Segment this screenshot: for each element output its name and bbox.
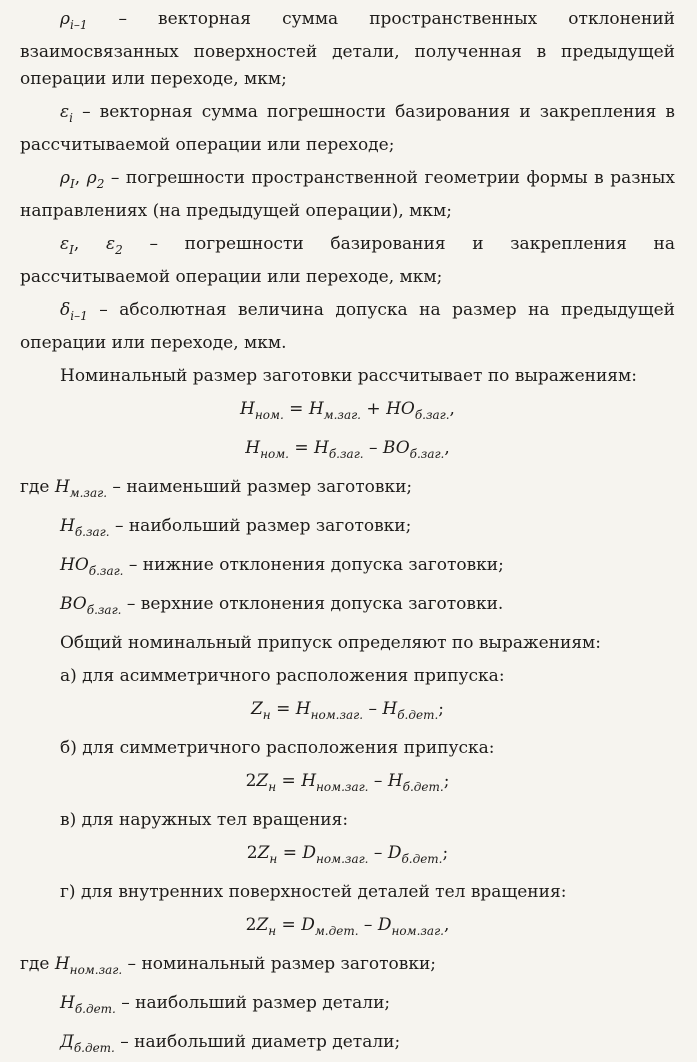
definition-item — [20, 99, 675, 159]
math-subscript: i — [69, 111, 73, 125]
math-subscript: ном.заг. — [310, 708, 364, 722]
math-subscript: н — [268, 780, 277, 794]
math-symbol: H — [295, 699, 311, 719]
where-prefix: где — [20, 954, 55, 974]
math-operator: = — [277, 843, 303, 863]
math-subscript: б.дет. — [397, 708, 439, 722]
math-subscript: 2 — [96, 177, 105, 191]
math-symbol: δ — [60, 300, 71, 320]
allowance-cases — [20, 663, 675, 945]
math-symbol: HO — [386, 399, 415, 419]
math-symbol: H — [301, 771, 317, 791]
math-subscript: б.заг. — [328, 447, 364, 461]
math-subscript: ном.заг. — [316, 780, 369, 794]
math-subscript: I — [69, 243, 74, 257]
definition-text: – векторная сумма пространственных отклонений взаимосвязанных поверхностей детали, полученная в предыдущей операции или переходе, мкм; — [20, 9, 675, 89]
where-item — [20, 513, 675, 546]
math-operator: – — [363, 438, 383, 458]
definition-item — [20, 297, 675, 357]
definition-text: – погрешности базирования и закрепления на рассчитываемой операции или переходе, мкм; — [20, 234, 675, 287]
math-symbol: H — [54, 954, 70, 974]
math-coefficient: 2 — [245, 915, 257, 935]
math-subscript: ном.заг. — [69, 963, 123, 977]
math-operator: – — [363, 699, 383, 719]
math-symbol: ρ — [60, 9, 70, 29]
math-symbol: D — [387, 843, 402, 863]
math-subscript: б.дет. — [401, 852, 443, 866]
math-symbol: ρ — [60, 168, 70, 188]
total-intro: Общий номинальный припуск определяют по выражениям: — [60, 633, 601, 653]
math-subscript: б.дет. — [402, 780, 444, 794]
math-subscript: м.заг. — [323, 408, 361, 422]
math-subscript: м.заг. — [69, 486, 108, 500]
math-operator: = — [288, 438, 315, 458]
definition-item — [20, 6, 675, 93]
nominal-intro: Номинальный размер заготовки рассчитывает по выражениям: — [60, 366, 637, 386]
case-label: б) для симметричного расположения припуска: — [60, 738, 495, 758]
math-coefficient: 2 — [245, 771, 257, 791]
math-symbol: ε — [105, 234, 116, 254]
math-subscript: I — [70, 177, 75, 191]
math-subscript: б.заг. — [86, 603, 122, 617]
math-symbol: H — [240, 399, 255, 419]
math-symbol: Z — [250, 699, 263, 719]
where-item — [20, 552, 675, 585]
where-text: – наибольший размер детали; — [115, 993, 391, 1013]
math-subscript: н — [262, 708, 271, 722]
math-symbol: ρ — [86, 168, 97, 188]
case-formula — [20, 768, 675, 801]
definition-item — [20, 231, 675, 291]
math-symbol: H — [54, 477, 70, 497]
math-symbol: Z — [256, 771, 269, 791]
math-symbol: BO — [60, 594, 87, 614]
math-operator: = — [270, 699, 296, 719]
math-subscript: ном.заг. — [316, 852, 369, 866]
math-separator: , — [73, 234, 106, 254]
math-subscript: ном. — [254, 408, 284, 422]
math-subscript: 2 — [115, 243, 123, 257]
definition-item — [20, 165, 675, 225]
case-label: а) для асимметричного расположения припуска: — [60, 666, 505, 686]
math-symbol: H — [314, 438, 329, 458]
math-symbol: H — [60, 993, 75, 1013]
math-symbol: H — [382, 699, 398, 719]
where-item — [20, 951, 675, 984]
math-subscript: ном.заг. — [391, 924, 444, 938]
math-subscript: i–1 — [70, 18, 88, 32]
math-subscript: б.заг. — [74, 525, 110, 539]
math-symbol: H — [387, 771, 403, 791]
formula-line — [20, 435, 675, 468]
math-punct: ; — [438, 699, 444, 719]
math-subscript: б.заг. — [414, 408, 450, 422]
math-punct: , — [444, 438, 450, 458]
math-operator: – — [368, 771, 388, 791]
math-subscript: i–1 — [70, 309, 88, 323]
definition-text: – абсолютная величина допуска на размер на предыдущей операции или переходе, мкм. — [20, 300, 675, 353]
where-item — [20, 990, 675, 1023]
where-text: – наименьший размер заготовки; — [107, 477, 413, 497]
math-operator: = — [276, 771, 302, 791]
math-punct: ; — [443, 771, 450, 791]
math-punct: , — [443, 915, 450, 935]
where-list-2 — [20, 951, 675, 1062]
math-subscript: б.дет. — [73, 1041, 115, 1055]
math-symbol: D — [302, 843, 317, 863]
math-subscript: н — [269, 852, 278, 866]
where-text: – нижние отклонения допуска заготовки; — [123, 555, 504, 575]
math-symbol: D — [377, 915, 392, 935]
where-text: – верхние отклонения допуска заготовки. — [121, 594, 504, 614]
case-label: в) для наружных тел вращения: — [60, 810, 349, 830]
math-separator: , — [74, 168, 87, 188]
math-subscript: б.заг. — [409, 447, 445, 461]
math-symbol: H — [245, 438, 261, 458]
math-operator: = — [276, 915, 302, 935]
math-symbol: D — [301, 915, 315, 935]
math-operator: = — [283, 399, 309, 419]
formula-line — [20, 396, 675, 429]
math-operator: – — [358, 915, 378, 935]
definition-text: – погрешности пространственной геометрии формы в разных направлениях (на предыдущей операции), мкм; — [20, 168, 675, 221]
case-formula — [20, 696, 675, 729]
math-symbol: H — [60, 516, 75, 536]
definitions-list — [20, 6, 675, 357]
math-symbol: Z — [257, 843, 270, 863]
math-symbol: Д — [60, 1032, 74, 1052]
where-list-1 — [20, 474, 675, 624]
math-punct: ; — [442, 843, 449, 863]
math-symbol: Z — [256, 915, 269, 935]
where-item — [20, 591, 675, 624]
math-subscript: ном. — [260, 447, 289, 461]
nominal-formulas — [20, 396, 675, 468]
definition-text: – векторная сумма погрешности базирования и закрепления в рассчитываемой операции или переходе; — [20, 102, 675, 155]
math-operator: + — [361, 399, 387, 419]
math-subscript: н — [268, 924, 277, 938]
math-symbol: BO — [382, 438, 410, 458]
math-coefficient: 2 — [246, 843, 258, 863]
math-symbol: H — [308, 399, 324, 419]
where-prefix: где — [20, 477, 55, 497]
where-text: – наибольший размер заготовки; — [109, 516, 412, 536]
math-symbol: ε — [60, 102, 70, 122]
math-subscript: б.заг. — [88, 564, 124, 578]
math-operator: – — [368, 843, 388, 863]
case-label: г) для внутренних поверхностей деталей тел вращения: — [60, 882, 567, 902]
where-text: – наибольший диаметр детали; — [114, 1032, 401, 1052]
math-punct: , — [449, 399, 455, 419]
math-subscript: б.дет. — [74, 1002, 116, 1016]
where-item — [20, 474, 675, 507]
case-formula — [20, 912, 675, 945]
where-item — [20, 1029, 675, 1062]
where-text: – номинальный размер заготовки; — [122, 954, 437, 974]
math-subscript: м.дет. — [314, 924, 359, 938]
math-symbol: HO — [60, 555, 89, 575]
case-formula — [20, 840, 675, 873]
math-symbol: ε — [60, 234, 70, 254]
